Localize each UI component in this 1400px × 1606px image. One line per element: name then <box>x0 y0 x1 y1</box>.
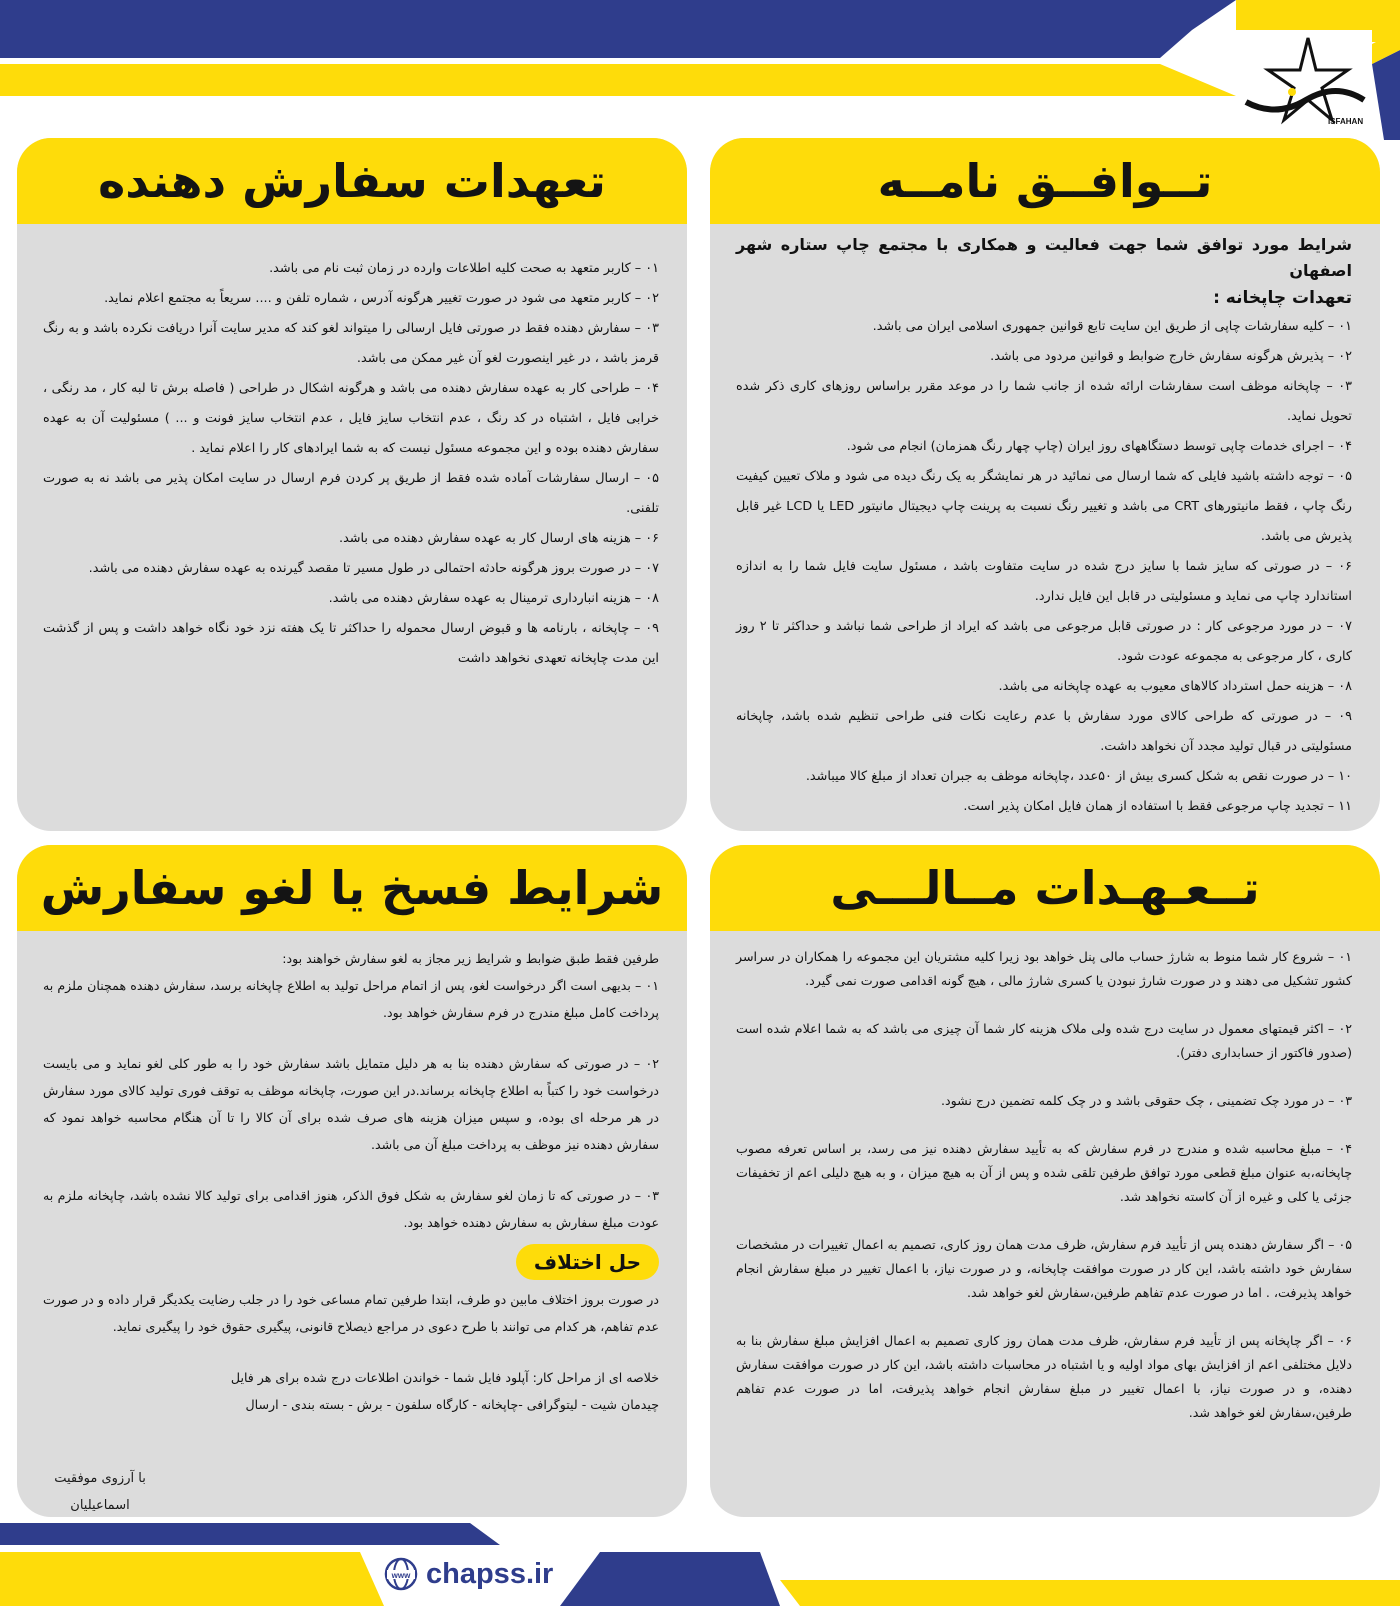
agreement-intro: شرایط مورد توافق شما جهت فعالیت و همکاری با مجتمع چاپ ستاره شهر اصفهان <box>736 235 1352 280</box>
list-item: ۰۸ – هزینه انبارداری ترمینال به عهده سفارش دهنده می باشد. <box>328 591 659 606</box>
list-item: ۰۹ – در صورتی که طراحی کالای مورد سفارش با عدم رعایت نکات فنی طراحی تنظیم شده باشد، چاپخانه مسئولیتی در قبال تولید مجدد آن نخواهد داشت. <box>736 709 1352 754</box>
customer-header <box>17 138 687 224</box>
list-item: ۰۵ – اگر سفارش دهنده پس از تأیید فرم سفارش، ظرف مدت همان روز کاری، تصمیم به اعمال تغییرات در مشخصات سفارش خود داشته باشد، این کار در صورت موافقت چاپخانه، و در صورت نیاز، با اعمال تغییر در مبلغ سفارش انجام خواهد پذیرفت، . اما در صورت عدم تفاهم طرفین،سفارش لغو خواهد شد. <box>736 1237 1352 1300</box>
financial-body <box>710 931 1380 1425</box>
list-item: ۰۶ – هزینه های ارسال کار به عهده سفارش دهنده می باشد. <box>339 531 659 546</box>
financial-title: تــعـهـدات مــالـــی <box>830 861 1260 915</box>
list-item: ۰۴ – مبلغ محاسبه شده و مندرج در فرم سفارش که به تأیید سفارش دهنده نیز می رسد، بر اساس تعرفه مصوب چاپخانه،به عنوان مبلغ قطعی مورد توافق طرفین تلقی شده و پس از آن به هیچ میزان ، و به هیچ دلیلی اعم از تخفیفات جزئی یا کلی و غیره از آن کاسته نخواهد شد. <box>736 1141 1352 1204</box>
financial-card <box>710 845 1380 1517</box>
signature-wish: با آرزوی موفقیت <box>54 1471 146 1486</box>
list-item: ۰۶ – در صورتی که سایز شما با سایز درج شده در سایت متفاوت باشد ، مسئول سایت فایل شما را به اندازه استاندارد چاپ می نماید و مسئولیتی در قابل این فایل ندارد. <box>736 559 1352 604</box>
list-item: ۰۳ – سفارش دهنده فقط در صورتی فایل ارسالی را میتواند لغو کند که مدیر سایت آنرا دریافت نکرده باشد و به رنگ قرمز باشد ، در غیر اینصورت لغو آن غیر ممکن می باشد. <box>43 321 659 366</box>
list-item: ۰۳ – در مورد چک تضمینی ، چک حقوقی باشد و در چک کلمه تضمین درج نشود. <box>941 1093 1352 1108</box>
agreement-card <box>710 138 1380 831</box>
cancellation-card <box>17 845 687 1517</box>
www-label: www <box>391 1571 411 1580</box>
dispute-text: در صورت بروز اختلاف مابین دو طرف، ابتدا طرفین تمام مساعی خود را در جلب رضایت یکدیگر قرار داده و در صورت عدم تفاهم، هر کدام می توانند با طرح دعوی در مراجع ذیصلاح قانونی، پیگیری حقوق خود را پیگیری نماید. <box>43 1292 659 1334</box>
list-item: ۰۲ – پذیرش هرگونه سفارش خارج ضوابط و قوانین مردود می باشد. <box>990 349 1352 364</box>
cancellation-intro: طرفین فقط طبق ضوابط و شرایط زیر مجاز به لغو سفارش خواهند بود: <box>282 951 659 966</box>
list-item: ۰۱ – بدیهی است اگر درخواست لغو، پس از اتمام مراحل تولید به اطلاع چاپخانه برسد، سفارش دهنده همچنان ملزم به پرداخت کامل مبلغ مندرج در فرم سفارش خواهد بود. <box>43 978 659 1020</box>
dispute-badge: حل اختلاف <box>516 1244 659 1280</box>
brand-logo[interactable] <box>1236 30 1370 130</box>
website-link[interactable] <box>384 1557 553 1591</box>
list-item: ۰۲ – کاربر متعهد می شود در صورت تغییر هرگونه آدرس ، شماره تلفن و .... سریعاً به مجتمع اعلام نماید. <box>104 291 659 306</box>
list-item: ۰۸ – هزینه حمل استرداد کالاهای معیوب به عهده چاپخانه می باشد. <box>998 679 1352 694</box>
list-item: ۰۱ – کلیه سفارشات چاپی از طریق این سایت تابع قوانین جمهوری اسلامی ایران می باشد. <box>872 319 1352 334</box>
cancellation-body <box>17 931 687 1418</box>
list-item: ۰۷ – در مورد مرجوعی کار : در صورتی قابل مرجوعی می باشد که ایراد از طراحی شما نباشد و حداکثر تا ۲ روز کاری ، کار مرجوعی به مجموعه عودت شود. <box>736 619 1352 664</box>
list-item: ۰۲ – اکثر قیمتهای معمول در سایت درج شده ولی ملاک هزینه کار شما آن چیزی می باشد که به شما اعلام شده است (صدور فاکتور از حسابداری دفتر). <box>736 1021 1352 1060</box>
list-item: ۰۲ – در صورتی که سفارش دهنده بنا به هر دلیل متمایل باشد سفارش خود را به طور کلی لغو نماید و می بایست درخواست خود را کتباً به اطلاع چاپخانه برساند.در این صورت، چاپخانه موظف به توقف فوری تولید کالای مورد سفارش در هر مرحله ای بوده، و سپس میزان هزینه های صرف شده برای آن کالا را تا آن هنگام محاسبه خواهد نمود که سفارش دهنده نیز موظف به پرداخت مبلغ آن می باشد. <box>43 1056 659 1152</box>
logo-latin: ISFAHAN <box>1328 117 1364 126</box>
list-item: ۰۴ – طراحی کار به عهده سفارش دهنده می باشد و هرگونه اشکال در طراحی ( فاصله برش تا لبه کار ، مد رنگی ، خرابی فایل ، اشتباه در کد رنگ ، عدم انتخاب سایز فایل ، عدم انتخاب سایز فونت و ... ) مسئولیت آن به عهده سفارش دهنده بوده و این مجموعه مسئول نیست که به شما ایرادهای کار را اعلام نماید . <box>43 381 659 456</box>
list-item: ۰۴ – اجرای خدمات چاپی توسط دستگاههای روز ایران (چاپ چهار رنگ همزمان) انجام می شود. <box>846 439 1352 454</box>
globe-icon <box>384 1557 418 1591</box>
steps-line: خلاصه ای از مراحل کار: آپلود فایل شما - خواندن اطلاعات درج شده برای هر فایل <box>230 1370 659 1385</box>
customer-card <box>17 138 687 831</box>
list-item: ۰۱ – شروع کار شما منوط به شارژ حساب مالی پنل خواهد بود زیرا کلیه مشتریان این مجموعه را همکاران در سراسر کشور تشکیل می دهند و در صورت شارژ نبودن یا کسری شارژ مالی ، هیچ گونه اقدامی صورت نمی گیرد. <box>736 949 1352 988</box>
list-item: ۰۵ – توجه داشته باشید فایلی که شما ارسال می نمائید در هر نمایشگر به یک رنگ دیده می شود و ملاک تعیین کیفیت رنگ چاپ ، فقط مانیتورهای CRT می باشد و تغییر رنگ نسبت به پرینت چاپ دیجیتال مانیتور LED یا LCD غیر قابل پذیرش می باشد. <box>736 469 1352 544</box>
list-item: ۰۹ – چاپخانه ، بارنامه ها و قبوض ارسال محموله را حداکثر تا یک هفته نزد خود نگاه خواهد داشت و پس از گذشت این مدت چاپخانه تعهدی نخواهد داشت <box>43 621 659 666</box>
cancellation-header <box>17 845 687 931</box>
customer-title: تعهدات سفارش دهنده <box>98 154 606 208</box>
agreement-body <box>710 224 1380 822</box>
list-item: ۰۳ – در صورتی که تا زمان لغو سفارش به شکل فوق الذکر، هنوز اقدامی برای تولید کالا نشده باشد، چاپخانه ملزم به عودت مبلغ سفارش به سفارش دهنده خواهد بود. <box>43 1188 659 1230</box>
agreement-subtitle: تعهدات چاپخانه : <box>1213 288 1352 308</box>
website-text[interactable]: chapss.ir <box>426 1557 554 1590</box>
list-item: ۰۳ – چاپخانه موظف است سفارشات ارائه شده از جانب شما را در موعد مقرر براساس روزهای کاری ذکر شده تحویل نماید. <box>736 379 1352 424</box>
signature <box>35 1465 165 1517</box>
steps-line: چیدمان شیت - لیتوگرافی -چاپخانه - کارگاه سلفون - برش - بسته بندی - ارسال <box>245 1397 659 1412</box>
list-item: ۰۷ – در صورت بروز هرگونه حادثه احتمالی در طول مسیر تا مقصد گیرنده به عهده سفارش دهنده می باشد. <box>88 561 659 576</box>
header-decoration <box>0 0 1400 140</box>
cancellation-title: شرایط فسخ یا لغو سفارش <box>40 861 664 915</box>
customer-body <box>17 224 687 674</box>
list-item: ۱۱ – تجدید چاپ مرجوعی فقط با استفاده از همان فایل امکان پذیر است. <box>963 799 1352 814</box>
signature-name: اسماعیلیان <box>70 1498 130 1513</box>
list-item: ۱۰ – در صورت نقص به شکل کسری بیش از ۵۰عدد ،چاپخانه موظف به جبران تعداد از مبلغ کالا میباشد. <box>805 769 1352 784</box>
agreement-title: تــوافــق نامــه <box>877 154 1213 208</box>
agreement-header <box>710 138 1380 224</box>
list-item: ۰۱ – کاربر متعهد به صحت کلیه اطلاعات وارده در زمان ثبت نام می باشد. <box>269 261 659 276</box>
list-item: ۰۶ – اگر چاپخانه پس از تأیید فرم سفارش، ظرف مدت همان روز کاری تصمیم به اعمال افزایش مبلغ سفارش بنا به دلایل مختلفی اعم از افزایش بهای مواد اولیه و یا اشتباه در محاسبات داشته باشد، این کار در صورت موافقت سفارش دهنده، و در صورت نیاز، با اعمال تغییر در مبلغ سفارش انجام خواهد پذیرفت، اما در صورت عدم تفاهم طرفین،سفارش لغو خواهد شد. <box>736 1333 1352 1420</box>
financial-header <box>710 845 1380 931</box>
list-item: ۰۵ – ارسال سفارشات آماده شده فقط از طریق پر کردن فرم ارسال در سایت امکان پذیر می باشد نه به صورت تلفنی. <box>43 471 659 516</box>
star-logo-icon <box>1236 30 1370 130</box>
